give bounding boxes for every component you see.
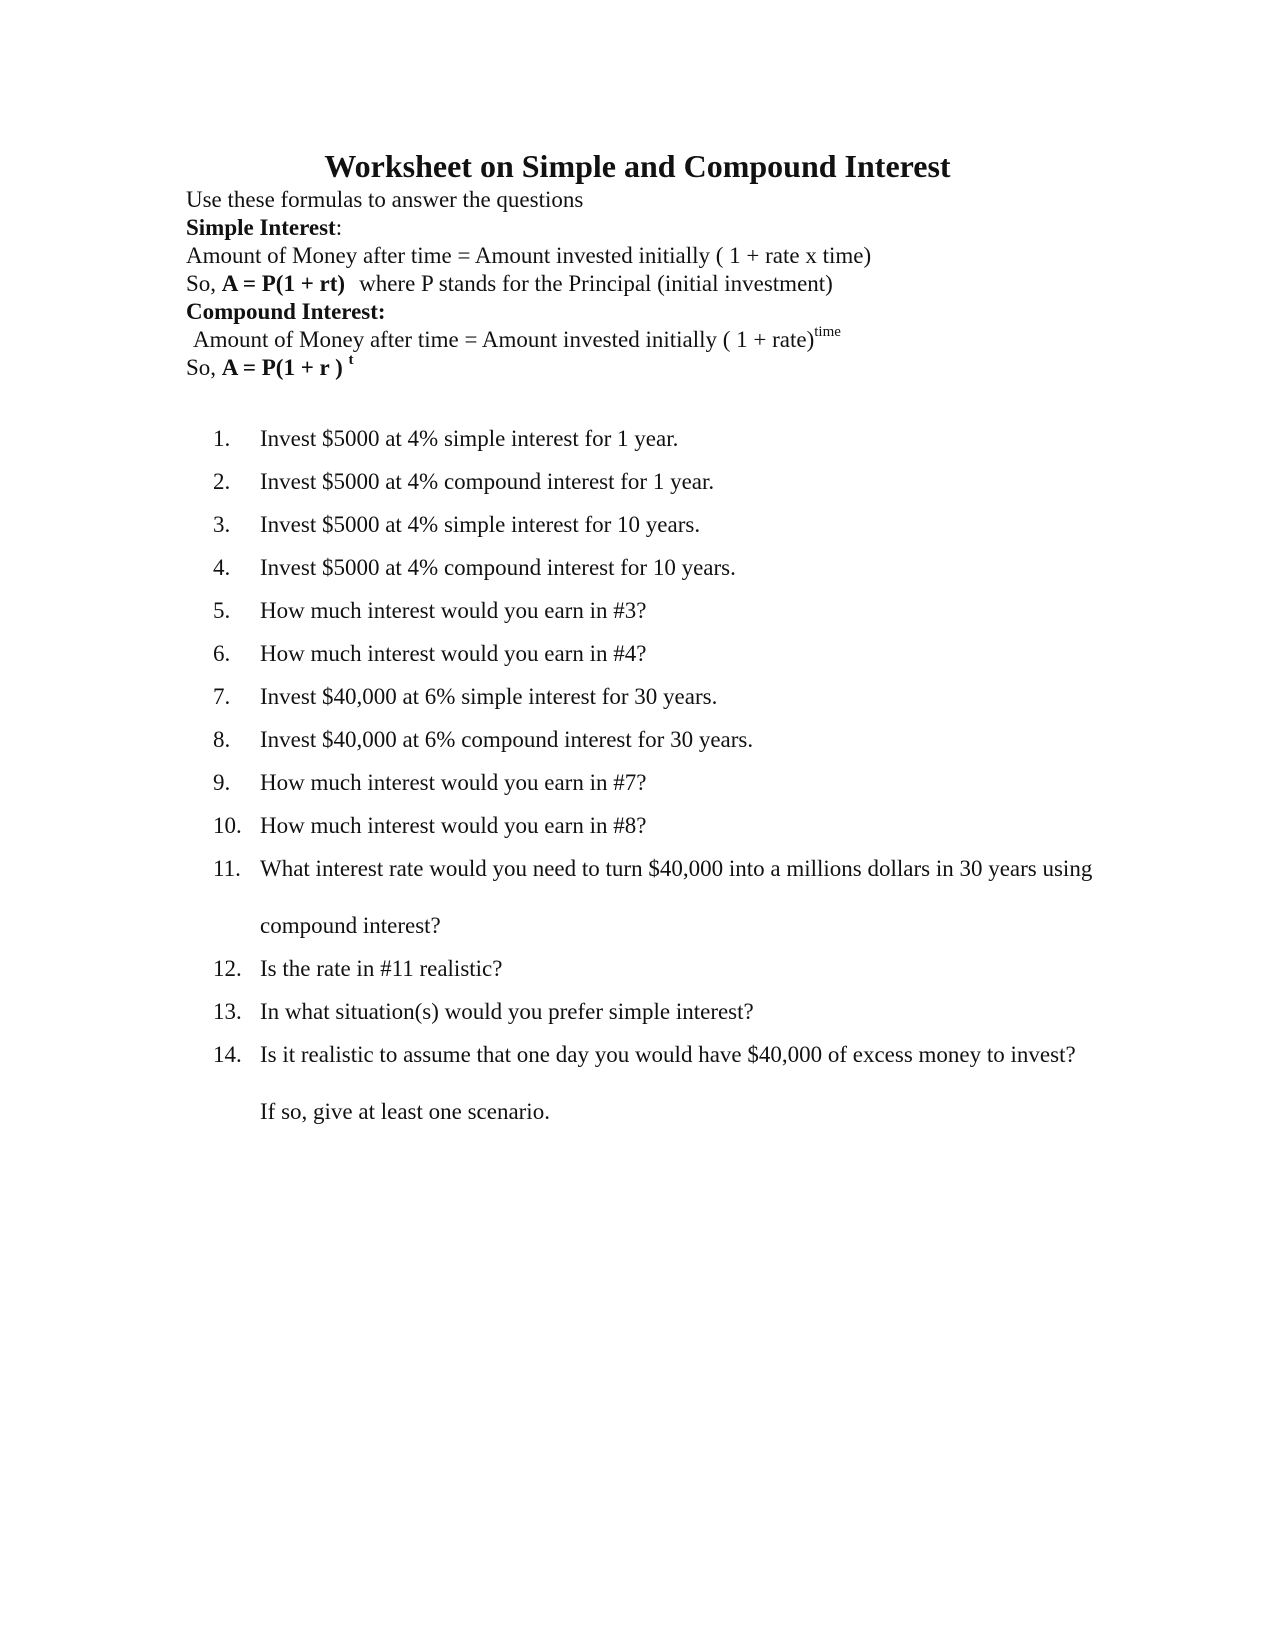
question-text: How much interest would you earn in #7? bbox=[260, 770, 647, 795]
question-text: How much interest would you earn in #3? bbox=[260, 598, 647, 623]
page-title: Worksheet on Simple and Compound Interest bbox=[324, 148, 951, 184]
question-number: 3. bbox=[213, 512, 231, 537]
question-text: Invest $40,000 at 6% simple interest for 30 years. bbox=[260, 684, 718, 709]
compound-interest-formula-line bbox=[186, 354, 1086, 382]
simple-interest-heading-colon: : bbox=[335, 215, 343, 240]
instruction-text: Use these formulas to answer the questions bbox=[186, 187, 584, 212]
question-text: Invest $5000 at 4% simple interest for 10 years. bbox=[260, 512, 701, 537]
question-number: 9. bbox=[213, 770, 231, 795]
question-item bbox=[213, 840, 1093, 954]
question-number: 12. bbox=[213, 956, 242, 981]
question-number: 2. bbox=[213, 469, 231, 494]
question-number: 1. bbox=[213, 426, 231, 451]
compound-formula-exponent: t bbox=[348, 352, 354, 369]
question-text: How much interest would you earn in #8? bbox=[260, 813, 647, 838]
question-list bbox=[213, 410, 1093, 1140]
formula-section bbox=[186, 186, 1086, 382]
simple-interest-heading bbox=[186, 214, 1086, 242]
question-number: 10. bbox=[213, 813, 242, 838]
compound-so-label: So, bbox=[186, 355, 217, 380]
question-number: 6. bbox=[213, 641, 231, 666]
question-text: Is the rate in #11 realistic? bbox=[260, 956, 503, 981]
simple-interest-formula-line bbox=[186, 270, 1086, 298]
simple-interest-formula: A = P(1 + rt) bbox=[221, 271, 346, 296]
question-number: 4. bbox=[213, 555, 231, 580]
question-number: 13. bbox=[213, 999, 242, 1024]
question-text: Invest $5000 at 4% compound interest for 1 year. bbox=[260, 469, 715, 494]
simple-interest-heading-label: Simple Interest bbox=[186, 215, 336, 240]
question-number: 14. bbox=[213, 1042, 242, 1067]
compound-interest-words-formula-line bbox=[186, 326, 1086, 354]
question-item bbox=[213, 1026, 1093, 1140]
question-number: 8. bbox=[213, 727, 231, 752]
question-number: 7. bbox=[213, 684, 231, 709]
compound-interest-heading: Compound Interest: bbox=[186, 299, 386, 324]
question-number: 5. bbox=[213, 598, 231, 623]
compound-interest-formula: A = P(1 + r ) bbox=[221, 355, 343, 380]
compound-interest-words-formula: Amount of Money after time = Amount invested initially ( 1 + rate) bbox=[193, 327, 815, 352]
simple-interest-words-formula: Amount of Money after time = Amount invested initially ( 1 + rate x time) bbox=[186, 243, 872, 268]
question-text: Invest $5000 at 4% simple interest for 1 year. bbox=[260, 426, 679, 451]
simple-interest-explanation: where P stands for the Principal (initial investment) bbox=[359, 271, 833, 296]
question-text: What interest rate would you need to turn $40,000 into a millions dollars in 30 years using compound interest? bbox=[260, 856, 1093, 938]
question-text: Is it realistic to assume that one day you would have $40,000 of excess money to invest? If so, give at least one scenario. bbox=[260, 1042, 1076, 1124]
compound-words-exponent: time bbox=[814, 324, 841, 341]
question-text: Invest $40,000 at 6% compound interest for 30 years. bbox=[260, 727, 754, 752]
question-text: In what situation(s) would you prefer simple interest? bbox=[260, 999, 754, 1024]
question-number: 11. bbox=[213, 856, 241, 881]
simple-so-label: So, bbox=[186, 271, 217, 296]
question-text: How much interest would you earn in #4? bbox=[260, 641, 647, 666]
question-text: Invest $5000 at 4% compound interest for 10 years. bbox=[260, 555, 736, 580]
